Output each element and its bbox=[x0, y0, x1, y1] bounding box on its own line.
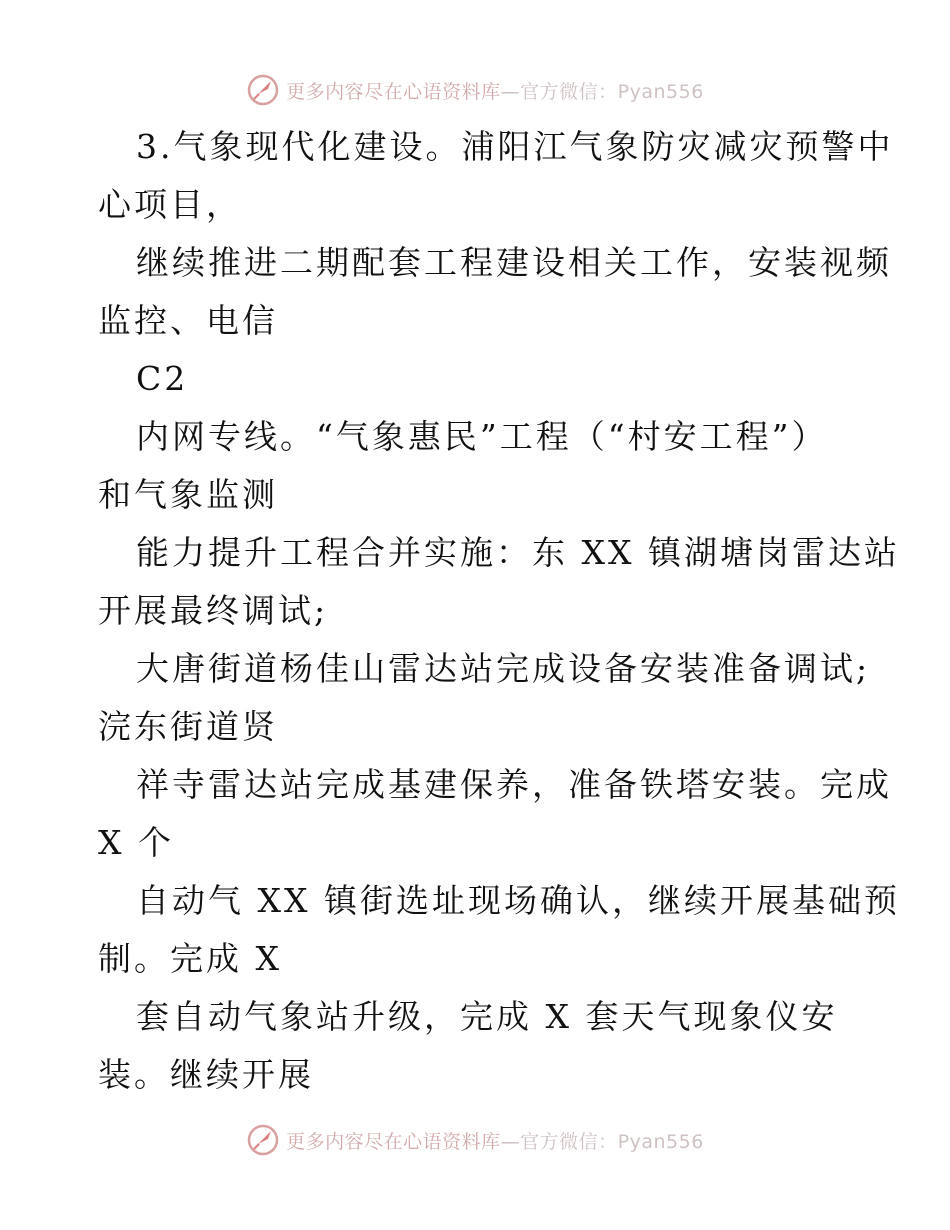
text-line: 3.气象现代化建设。浦阳江气象防灾减灾预警中 bbox=[136, 127, 894, 166]
text-line: 监控、电信 bbox=[98, 301, 278, 340]
document-body bbox=[98, 118, 900, 1104]
watermark-main-text: 更多内容尽在心语资料库 bbox=[286, 1130, 501, 1153]
text-line: 心项目， bbox=[98, 185, 242, 224]
watermark-wechat-text: 官方微信：Pyan556 bbox=[520, 80, 704, 103]
text-line: 自动气 XX 镇街选址现场确认，继续开展基础预 bbox=[136, 881, 900, 920]
watermark-dash: — bbox=[500, 80, 521, 103]
text-line: X 个 bbox=[98, 823, 174, 862]
text-line: C2 bbox=[136, 359, 189, 398]
text-line: 装。继续开展 bbox=[98, 1055, 314, 1094]
text-line: 祥寺雷达站完成基建保养，准备铁塔安装。完成 bbox=[136, 765, 892, 804]
text-line: 和气象监测 bbox=[98, 475, 278, 514]
text-line: 内网专线。“气象惠民”工程（“村安工程”） bbox=[136, 417, 828, 456]
text-line: 大唐街道杨佳山雷达站完成设备安装准备调试; bbox=[136, 649, 871, 688]
text-line: 浣东街道贤 bbox=[98, 707, 278, 746]
watermark-dash: — bbox=[500, 1130, 521, 1153]
text-line: 套自动气象站升级，完成 X 套天气现象仪安 bbox=[136, 997, 838, 1036]
header-watermark bbox=[0, 70, 950, 110]
text-line: 制。完成 X bbox=[98, 939, 282, 978]
text-line: 开展最终调试; bbox=[98, 591, 329, 630]
footer-watermark bbox=[0, 1120, 950, 1160]
text-line: 能力提升工程合并实施：东 XX 镇湖塘岗雷达站 bbox=[136, 533, 900, 572]
watermark-wechat-text: 官方微信：Pyan556 bbox=[520, 1130, 704, 1153]
quill-logo-icon bbox=[246, 1123, 280, 1157]
text-line: 继续推进二期配套工程建设相关工作，安装视频 bbox=[136, 243, 892, 282]
quill-logo-icon bbox=[246, 73, 280, 107]
watermark-main-text: 更多内容尽在心语资料库 bbox=[286, 80, 501, 103]
